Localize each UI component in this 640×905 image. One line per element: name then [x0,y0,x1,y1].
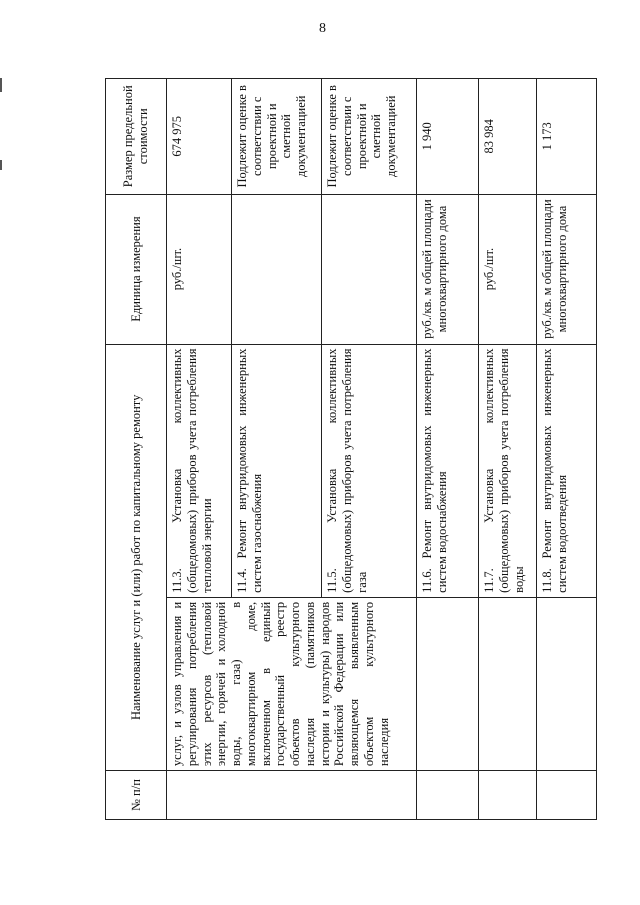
row-name-cell: 11.4. Ремонт внутридомовых инженерных систем газоснабжения [232,344,322,597]
scan-edge-mark [0,160,2,170]
row-cost-cell: 1 940 [417,79,479,195]
row-unit-cell: руб./кв. м общей площади многоквартирного дома [417,194,479,344]
table-row [479,79,537,820]
table-row [537,79,597,820]
row-name-cell: 11.3. Установка коллективных (общедомовых) приборов учета потребления тепловой энергии [167,344,232,597]
row-cost-cell: Подлежит оценке в соответствии с проектной и сметной документацией [232,79,322,195]
row-number-cell [537,771,597,820]
row-empty-cell [479,597,537,770]
header-unit: Единица измерения [106,194,167,344]
row-cost-cell: 83 984 [479,79,537,195]
table-row [417,79,479,820]
scan-edge-mark [0,78,2,92]
row-cost-cell: Подлежит оценке в соответствии с проектной и сметной документацией [322,79,417,195]
row-cost-cell: 674 975 [167,79,232,195]
header-cost: Размер предельной стоимости [106,79,167,195]
table-header-row [106,79,167,820]
row-empty-cell [537,597,597,770]
cost-table-rotated [105,78,579,820]
row-number-cell [167,771,417,820]
row-unit-cell [232,194,322,344]
row-cost-cell: 1 173 [537,79,597,195]
row-empty-cell [417,597,479,770]
header-name: Наименование услуг и (или) работ по капитальному ремонту [106,344,167,771]
row-number-cell [417,771,479,820]
row-unit-cell: руб./шт. [479,194,537,344]
row-unit-cell: руб./кв. м общей площади многоквартирного дома [537,194,597,344]
row-name-cell: 11.6. Ремонт внутридомовых инженерных систем водоснабжения [417,344,479,597]
row-number-cell [479,771,537,820]
page-number: 8 [319,21,326,36]
row-unit-cell [322,194,417,344]
continued-service-cell: услуг, и узлов управления и регулирования потребления этих ресурсов (тепловой энергии, горячей и холодной воды, газа) в многоквартирном доме, включенном в единый государственный реестр объектов культурного наследия (памятников истории и культуры) народов Российской Федерации или являющемся выявленным объектом культурного наследия [167,597,417,770]
cost-table [105,78,597,820]
row-name-cell: 11.5. Установка коллективных (общедомовых) приборов учета потребления газа [322,344,417,597]
header-number: № п/п [106,771,167,820]
row-name-cell: 11.7. Установка коллективных (общедомовых) приборов учета потребления воды [479,344,537,597]
row-unit-cell: руб./шт. [167,194,232,344]
table-row [167,79,232,820]
row-name-cell: 11.8. Ремонт внутридомовых инженерных систем водоотведения [537,344,597,597]
